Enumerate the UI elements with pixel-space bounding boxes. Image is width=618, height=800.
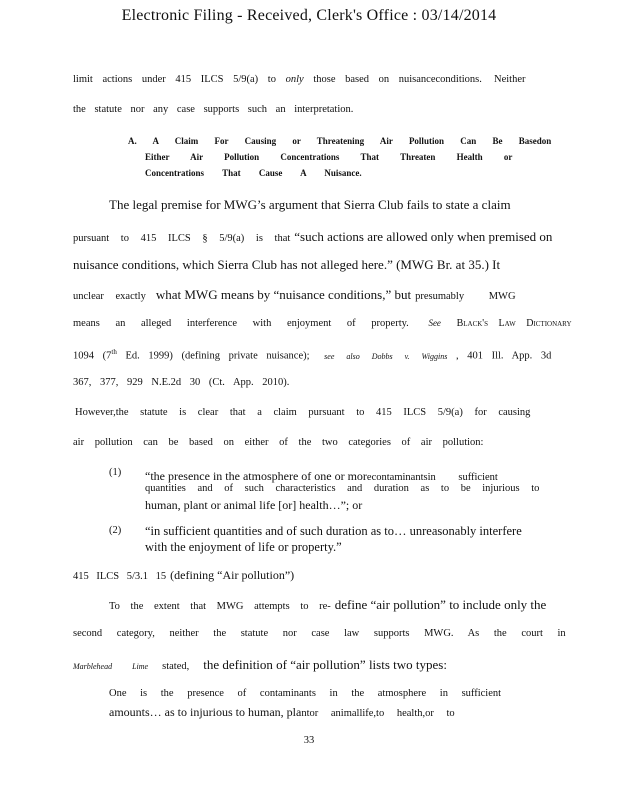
section-subheading: Either Air Pollution Concentrations That Threaten Health or	[145, 152, 513, 162]
list-number: (1)	[109, 467, 122, 478]
section-subheading: Concentrations That Cause A Nuisance.	[145, 168, 362, 178]
italic-text: only	[285, 74, 304, 85]
italic-text: See	[428, 318, 441, 328]
text-run: stated,	[162, 661, 190, 672]
body-line: second category, neither the statute nor case law supports MWG. As the court in	[73, 628, 566, 639]
text-run: 415 ILCS 5/3.1 15	[73, 571, 167, 582]
text-run: (defining “Air pollution”)	[170, 568, 295, 582]
body-line: The legal premise for MWG’s argument that Sierra Club fails to state a claim	[109, 197, 511, 212]
text-run: , 401 Ill. App. 3d	[455, 350, 552, 362]
italic-text: Marblehead Lime	[73, 662, 149, 671]
text-run: “such actions are allowed only when premised on	[294, 229, 553, 244]
text-run: unclear exactly	[73, 291, 146, 302]
body-line	[73, 348, 551, 362]
body-line	[73, 228, 552, 246]
superscript: th	[111, 348, 117, 356]
filing-header: Electronic Filing - Received, Clerk's Office : 03/14/2014	[121, 7, 497, 24]
section-subheading: A. A Claim For Causing or Threatening Air Pollution Can Be Basedon	[128, 136, 552, 146]
text-run: pursuant to 415 ILCS § 5/9(a) is that	[73, 233, 291, 244]
quote-line: One is the presence of contaminants in the atmosphere in sufficient	[109, 688, 502, 699]
body-line: However,the statute is clear that a claim pursuant to 415 ILCS 5/9(a) for causing	[75, 407, 531, 418]
body-line	[73, 566, 294, 584]
body-line: with the enjoyment of life or property.”	[145, 540, 342, 554]
text-run: what MWG means by “nuisance conditions,” but	[155, 287, 412, 302]
text-run: the definition of “air pollution” lists two types:	[203, 657, 447, 672]
italic-text: see also Dobbs v. Wiggins	[324, 351, 448, 361]
body-line: nuisance conditions, which Sierra Club has not alleged here.” (MWG Br. at 35.) It	[73, 257, 501, 272]
text-run: To the extent that MWG attempts to re-	[109, 601, 331, 612]
text-run: means an alleged interference with enjoyment of property.	[73, 318, 409, 329]
body-line: Neither	[494, 74, 526, 85]
text-run: “the presence in the atmosphere of one or mor	[145, 469, 367, 483]
text-run: amounts… as to injurious to human, pla	[109, 705, 302, 719]
quote-line	[109, 703, 455, 721]
body-line	[73, 286, 516, 304]
small-caps-title: Black's Law Dictionary	[456, 318, 572, 329]
body-line: the statute nor any case supports such an interpretation.	[73, 104, 354, 115]
text-run: Ed. 1999) (defining private nuisance);	[125, 350, 310, 362]
body-line: air pollution can be based on either of the two categories of air pollution:	[73, 437, 484, 448]
text-run: limit actions under 415 ILCS 5/9(a) to	[73, 74, 276, 85]
body-line: “in sufficient quantities and of such duration as to… unreasonably interfere	[145, 524, 522, 538]
body-line: 367, 377, 929 N.E.2d 30 (Ct. App. 2010).	[73, 377, 290, 388]
text-run: econtaminantsin sufficient	[366, 472, 498, 483]
body-line	[73, 656, 447, 674]
text-run: define “air pollution” to include only the	[334, 597, 547, 612]
page-number: 33	[303, 735, 315, 746]
text-run: 1094 (7	[73, 350, 112, 362]
text-run: ntor animallife,to health,or to	[301, 708, 455, 719]
body-line	[73, 318, 572, 329]
body-line	[73, 74, 482, 85]
body-line: human, plant or animal life [or] health…”; or	[145, 498, 363, 512]
list-number: (2)	[109, 525, 122, 536]
text-run: presumably MWG	[415, 291, 516, 302]
body-line	[109, 596, 546, 614]
text-run: those based on nuisanceconditions.	[313, 74, 482, 85]
body-line: quantities and of such characteristics and duration as to be injurious to	[145, 483, 540, 494]
